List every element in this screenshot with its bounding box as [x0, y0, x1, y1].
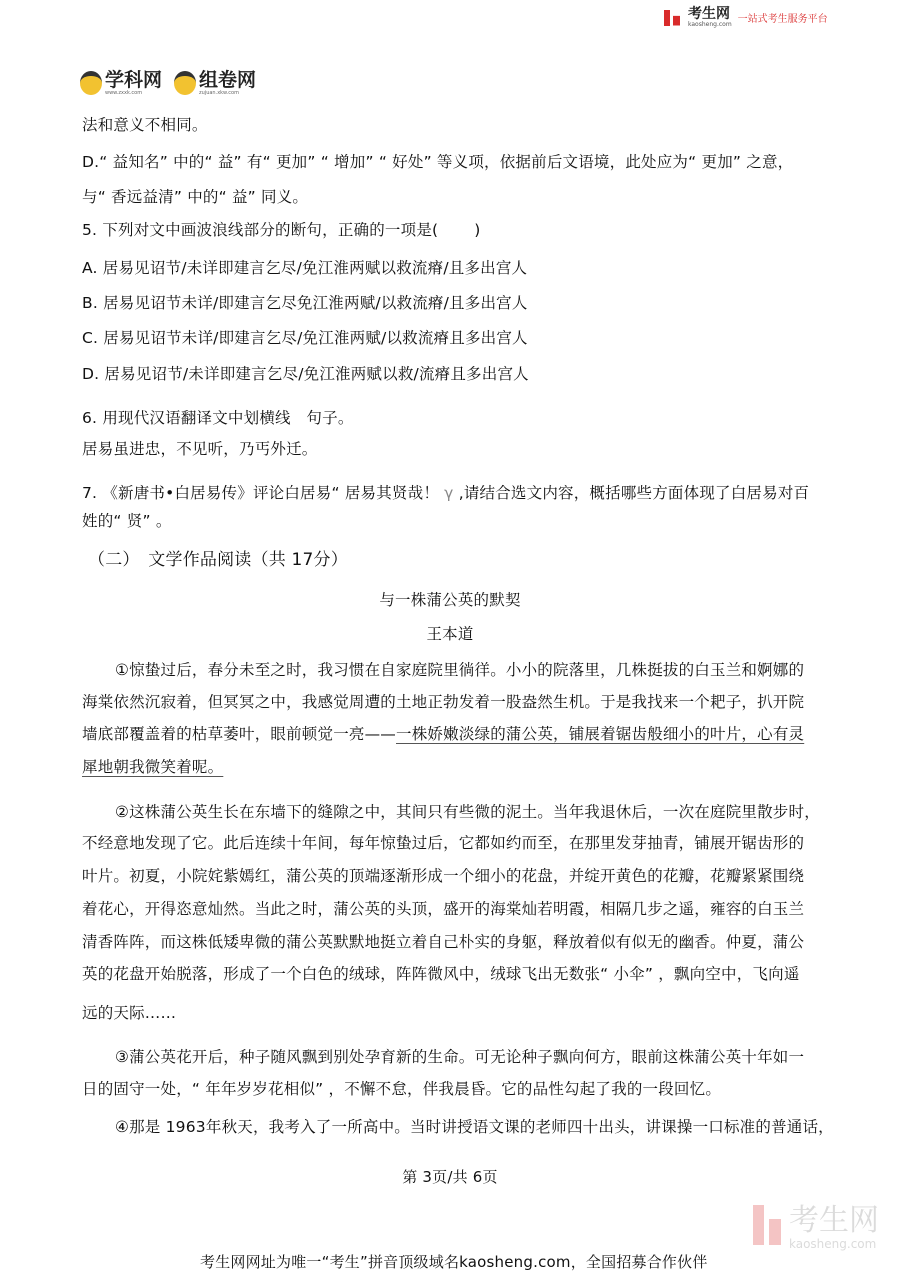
article-author: 王本道 [426, 625, 474, 643]
question-6-sentence: 居易虽进忠，不见听，乃丐外迁。 [82, 440, 318, 458]
kaosheng-watermark [753, 1205, 879, 1251]
paragraph-1-line: ①惊蛰过后，春分未至之时，我习惯在自家庭院里徜徉。小小的院落里，几株挺拔的白玉兰和婀娜的 [115, 661, 805, 679]
brand-name: 考生网 [688, 6, 730, 22]
question-6: 6. 用现代汉语翻译文中划横线 句子。 [82, 409, 354, 427]
text: 墙底部覆盖着的枯草萎叶，眼前顿觉一亮—— [82, 725, 397, 743]
logo-sub: www.zxxk.com [105, 90, 143, 96]
paragraph-3-line: ③蒲公英花开后，种子随风飘到别处孕育新的生命。可无论种子飘向何方，眼前这株蒲公英十年如一 [115, 1048, 805, 1066]
paragraph-4-line: ④那是 1963年秋天，我考入了一所高中。当时讲授语文课的老师四十出头，讲课操一口标准的普通话， [115, 1118, 834, 1136]
question-7-cont: 姓的“ 贤” 。 [82, 512, 172, 530]
paragraph-2-line: 清香阵阵，而这株低矮卑微的蒲公英默默地挺立着自己朴实的身躯，释放着似有似无的幽香。仲夏，蒲公 [82, 933, 805, 951]
option-c: C. 居易见诏节未详/即建言乞尽/免江淮两赋/以救流瘠且多出宫人 [82, 329, 528, 347]
owl-mascot-icon [80, 71, 102, 95]
article-title: 与一株蒲公英的默契 [379, 591, 521, 609]
kaosheng-brand [662, 7, 828, 28]
answer-text: D.“ 益知名” 中的“ 益” 有“ 更加” “ 增加” “ 好处” 等义项，依据前后文语境，此处应为“ 更加” 之意， [82, 153, 794, 171]
paren-close: ) [474, 221, 481, 239]
paragraph-2-line: 着花心，开得恣意灿然。当此之时，蒲公英的头顶，盛开的海棠灿若明霞，相隔几步之遥，雍容的白玉兰 [82, 900, 805, 918]
question-text: 5. 下列对文中画波浪线部分的断句，正确的一项是( [82, 221, 439, 239]
underlined-sentence: 一株娇嫩淡绿的蒲公英，铺展着锯齿般细小的叶片，心有灵 [396, 725, 805, 743]
zxxk-logo [80, 70, 162, 96]
paragraph-1-line [82, 724, 804, 744]
option-a: A. 居易见诏节/未详即建言乞尽/免江淮两赋以救流瘠/且多出宫人 [82, 259, 528, 277]
brand-slogan: 一站式考生服务平台 [737, 14, 828, 25]
paragraph-3-line: 日的固守一处，“ 年年岁岁花相似” ，不懈不怠，伴我晨昏。它的品性勾起了我的一段回忆。 [82, 1080, 722, 1098]
answer-text: 与“ 香远益清” 中的“ 益” 同义。 [82, 188, 309, 206]
question-7 [82, 483, 809, 503]
partner-logos [80, 70, 256, 96]
watermark-domain: kaosheng.com [789, 1237, 877, 1251]
logo-name: 学科网 [105, 69, 163, 91]
logo-sub: zujuan.xkw.com [199, 90, 239, 96]
answer-text: 法和意义不相同。 [82, 116, 208, 134]
paragraph-2-line: 英的花盘开始脱落，形成了一个白色的绒球，阵阵微风中，绒球飞出无数张“ 小伞” ，飘向空中，飞向遥 [82, 965, 800, 983]
paragraph-2-line: ②这株蒲公英生长在东墙下的缝隙之中，其间只有些微的泥土。当年我退休后，一次在庭院里散步时， [115, 803, 820, 821]
stray-glyph: γ [444, 484, 454, 502]
brand-domain: kaosheng.com [688, 21, 732, 28]
underlined-sentence: 犀地朝我微笑着呢。 [82, 758, 224, 776]
footer-text: 考生网网址为唯一“考生”拼音顶级域名kaosheng.com，全国招募合作伙伴 [200, 1253, 708, 1271]
option-d: D. 居易见诏节/未详即建言乞尽/免江淮两赋以救/流瘠且多出宫人 [82, 365, 529, 383]
logo-name: 组卷网 [199, 69, 257, 91]
paragraph-1-line: 海棠依然沉寂着，但冥冥之中，我感觉周遭的土地正勃发着一股盎然生机。于是我找来一个耙子，扒开院 [82, 693, 805, 711]
q7-text: 7. 《新唐书•白居易传》评论白居易“ 居易其贤哉！ [82, 484, 440, 502]
paragraph-2-line: 远的天际…… [82, 1004, 177, 1022]
zujuan-logo [174, 70, 256, 96]
kaosheng-watermark-icon [753, 1205, 783, 1245]
question-5 [82, 220, 481, 240]
q7-text: ,请结合选文内容，概括哪些方面体现了白居易对百 [458, 484, 810, 502]
section-heading: （二） 文学作品阅读（共 17分） [88, 550, 348, 570]
page-number: 第 3页/共 6页 [402, 1168, 498, 1186]
watermark-name: 考生网 [789, 1203, 879, 1238]
kaosheng-logo-icon [662, 8, 682, 28]
paragraph-2-line: 叶片。初夏，小院姹紫嫣红，蒲公英的顶端逐渐形成一个细小的花盘，并绽开黄色的花瓣，花瓣紧紧围绕 [82, 867, 805, 885]
paragraph-2-line: 不经意地发现了它。此后连续十年间，每年惊蛰过后，它都如约而至，在那里发芽抽青，铺展开锯齿形的 [82, 834, 805, 852]
owl-mascot-icon [174, 71, 196, 95]
option-b: B. 居易见诏节未详/即建言乞尽免江淮两赋/以救流瘠/且多出宫人 [82, 294, 528, 312]
